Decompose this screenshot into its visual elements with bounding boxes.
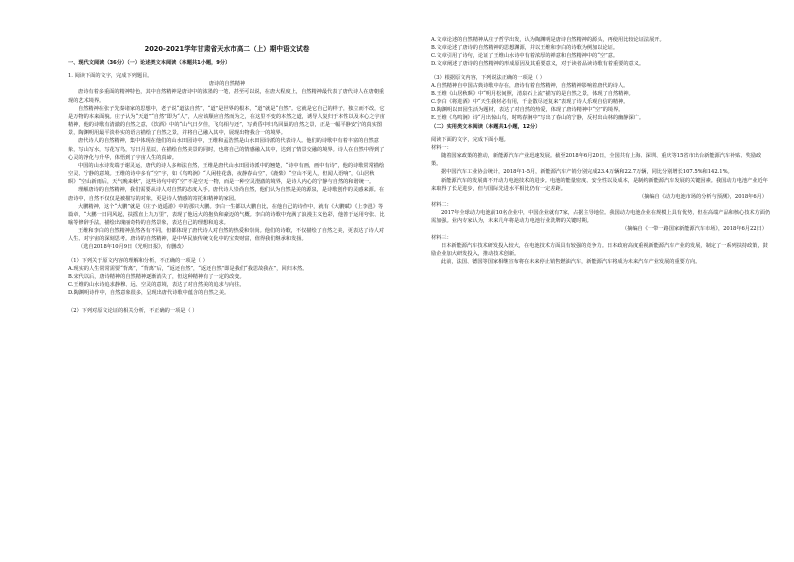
question-2-option: D.文章阐述了唐诗的自然精神的形成原因及其重要意义，对于读者品读诗歌有着重要的意义。 (431, 61, 645, 68)
question-3-stem: （3）根据原文内容，下列说法正确的一项是（ ） (431, 74, 545, 81)
article-paragraph: 王维和李白的自然精神虽然各有不同，但都体现了唐代诗人对自然的热爱和崇尚。他们的诗歌，不仅描绘了自然之美，更表达了诗人对人生、对宇宙的深刻思考。唐诗的自然精神，是中华民族传统文化中的宝贵财富，值得我们继承和发扬。 (68, 228, 385, 243)
article-paragraph: 中国的山水诗发端于谢灵运，唐代的诗人多师法自然，王维是唐代山水田园诗派中的翘楚，“诗中有画，画中有诗”，他的诗歌常常描绘空灵、宁静的意境。王维的诗中多有“空”字，如《鸟鸣涧》“人闲桂花落，夜静春山空”，《鹿柴》“空山不见人，但闻人语响”，《山居秋暝》“空山新雨后，天气晚来秋”，这些诗句中的“空”不是空无一物，而是一种空灵澄澈的境界，是诗人内心的宁静与自然的和谐统一。 (68, 162, 385, 186)
reading-instruction-2: 阅读下面的文字，完成下面小题。 (431, 136, 509, 143)
material-2-label: 材料二： (431, 201, 452, 208)
material-1-source: （摘编自《动力电池市场的分析与预测》，2018年6月） (638, 193, 767, 200)
article-paragraph: 唐代诗人的自然精神，集中体现在他们的山水田园诗中，王维和孟浩然是山水田园诗派的代表诗人。他们的诗歌中有着丰富的自然意象，写山写水，写花写鸟，写日月星辰，在描绘自然美景的同时，也将自己的情感融入其中，达到了情景交融的境界。诗人在自然中得到了心灵的净化与升华，体悟到了宇宙人生的真谛。 (68, 138, 385, 161)
question-1-stem: （1）下列关于原文内容的理解和分析，不正确的一项是（ ） (68, 257, 208, 264)
section-heading-2: （二）实用类文本阅读（本题共1小题，12分） (431, 123, 541, 130)
question-2-option: C.文章引用了诗句，论证了王维山水诗中有着浓厚的禅意和自然精神中的“空”意。 (431, 53, 619, 60)
question-3-option: B.王维《山居秋暝》中“明月松间照，清泉石上流”描写的是自然之景，体现了自然精神。 (431, 90, 634, 97)
question-3-option: E.王维《鸟鸣涧》诗“月出惊山鸟，时鸣春涧中”写出了春山的宁静，反衬出山林的幽静深广。 (431, 115, 645, 122)
material-paragraph: 2017年全球动力电池前10名企业中，中国企业就有7家，占据主导地位。我国动力电池企业在规模上具有优势，但在高端产品和核心技术方面仍需加强。业内专家认为，未来几年将是动力电池行业洗牌的关键时期。 (431, 210, 771, 225)
reading-instruction: 1. 阅读下面的文字，完成下列题目。 (68, 73, 153, 80)
exam-title: 2020-2021学年甘肃省天水市高二（上）期中语文试卷 (144, 45, 310, 53)
material-3-label: 材料三： (431, 234, 452, 241)
question-1-option: A.现实的人生常常需要“背离”，“背离”后，“返还自然”，“返还自然”即是我们“我思故我在”，回归本然。 (68, 265, 308, 272)
question-3-option: D.陶渊明以田园生活为题材，表达了对自然的热爱，体现了唐诗精神中“空”的境界。 (431, 107, 624, 114)
section-heading-1: 一、现代文阅读（36分）（一）论述类文本阅读（本题共1小题，9分） (68, 60, 231, 66)
material-paragraph: 随着国家政策的推动，新能源汽车产业迅速发展。截至2018年6月20日，全国共有上海、深圳、重庆等15省市出台新能源汽车补贴、奖励政策。 (431, 153, 762, 168)
right-column (400, 0, 794, 562)
question-2-option: A.文章论述的自然精神从庄子哲学出发，认为陶渊明是唐诗自然精神的源头，再使用比较论证法展开。 (431, 37, 665, 43)
material-1-label: 材料一： (431, 144, 452, 151)
question-1-option: B.宋代以后，唐诗精神的自然精神逐渐消失了，但这种精神有了一定的改变。 (68, 273, 245, 280)
left-column (0, 0, 394, 562)
article-title: 唐诗的自然精神 (208, 81, 246, 88)
article-source: （选自2018年10月9日《光明日报》，有删改） (78, 244, 187, 251)
material-paragraph: 此前，法国、德国等国家相继宣布将在未来停止销售燃油汽车，新能源汽车将成为未来汽车产业发展的重要方向。 (441, 259, 701, 266)
question-3-option: C.李白《将进酒》中“天生我材必有用，千金散尽还复来”表现了诗人乐观自信的精神。 (431, 99, 629, 106)
question-1-option: D.陶渊明诗作中，自然意象很多，呈现出唐代诗歌中蕴含的自然之美。 (68, 290, 230, 297)
question-2-stem: （2）下列对原文论证的相关分析，不正确的一项是（ ） (68, 308, 198, 315)
article-paragraph: 唐诗有着多重面的精神特色，其中自然精神是唐诗中的浓墨的一笔，甚至可以说，在唐大程度上，自然精神最代表了唐代诗人在唐朝重现的艺术境界。 (68, 89, 385, 104)
material-paragraph: 新能源汽车的发展离不开动力电池技术的进步。电池的能量密度、安全性以及成本，是制约新能源汽车发展的关键因素。我国动力电池产业近年来取得了长足进步，但与国际先进水平相比仍有一定差距。 (431, 177, 768, 192)
material-paragraph: 日本新能源汽车技术研发投入较大，在电池技术方面具有较强的竞争力。日本政府高度重视新能源汽车产业的发展，制定了一系列扶持政策，鼓励企业加大研发投入，推动技术创新。 (431, 242, 768, 257)
article-paragraph: 自然精神在张子先秦诸家的思想中，老子说“道法自然”，“道”是世界的根本，“道”就是“自然”。它就是它自己的样子，独立而不改，它是万物的本来面貌。庄子认为“天道”“自然”即为“人”，人应该顺应自然而为之，在这里不变的本然之道，诱导人复归于本性以及本心之宇宙精神，他的诗歌有清澈的自然之意，《饮酒》中的“山气日夕佳，飞鸟相与还”，写黄昏中归鸟回巢的自然之景，正是一幅平静安宁的真实图景，陶渊明用最平淡朴实的语言描绘了自然之景，并将自己融入其中，展现出物我合一的境界。 (68, 105, 385, 137)
question-2-option: B.文章论述了唐诗的自然精神的思想渊源，并以王维和李白的诗歌为例加以论证。 (431, 45, 619, 52)
material-2-source: （摘编自《一带一路国家新能源汽车市场》，2018年6月22日） (621, 226, 767, 233)
article-paragraph: 理解唐诗的自然精神，我们需要从诗人对自然的态度入手。唐代诗人崇尚自然，他们认为自然是美的源泉，是诗歌创作的灵感来源。在唐诗中，自然不仅仅是被描写的对象，更是诗人情感的寄托和精神的家园。 (68, 187, 385, 202)
material-paragraph: 据中国汽车工业协会统计，2018年1-5月，新能源汽车产销分别完成23.4万辆和22.7万辆，同比分别增长107.5%和142.1%。 (441, 169, 733, 176)
article-paragraph: 大鹏精神，这个“大鹏”就是《庄子·逍遥游》中的那只大鹏。李白一生都以大鹏自比，在他自己的诗作中，就有《大鹏赋》《上李邕》等篇章，“大鹏一日同风起，扶摇直上九万里”，表现了他远大的抱负和豪迈的气概。李白的诗歌中充满了浪漫主义色彩，他善于运用夸张、比喻等修辞手法，描绘出瑰丽奇特的自然景象，表达自己的理想和追求。 (68, 203, 385, 226)
question-1-option: C.王维的山水诗追求静穆、远、空灵的意境，表达了对自然美的追求与向往。 (68, 282, 245, 289)
question-3-option: A.自然精神自中国古典诗歌中存在，唐诗有着自然精神，自然精神影响着唐代的诗人。 (431, 82, 629, 89)
